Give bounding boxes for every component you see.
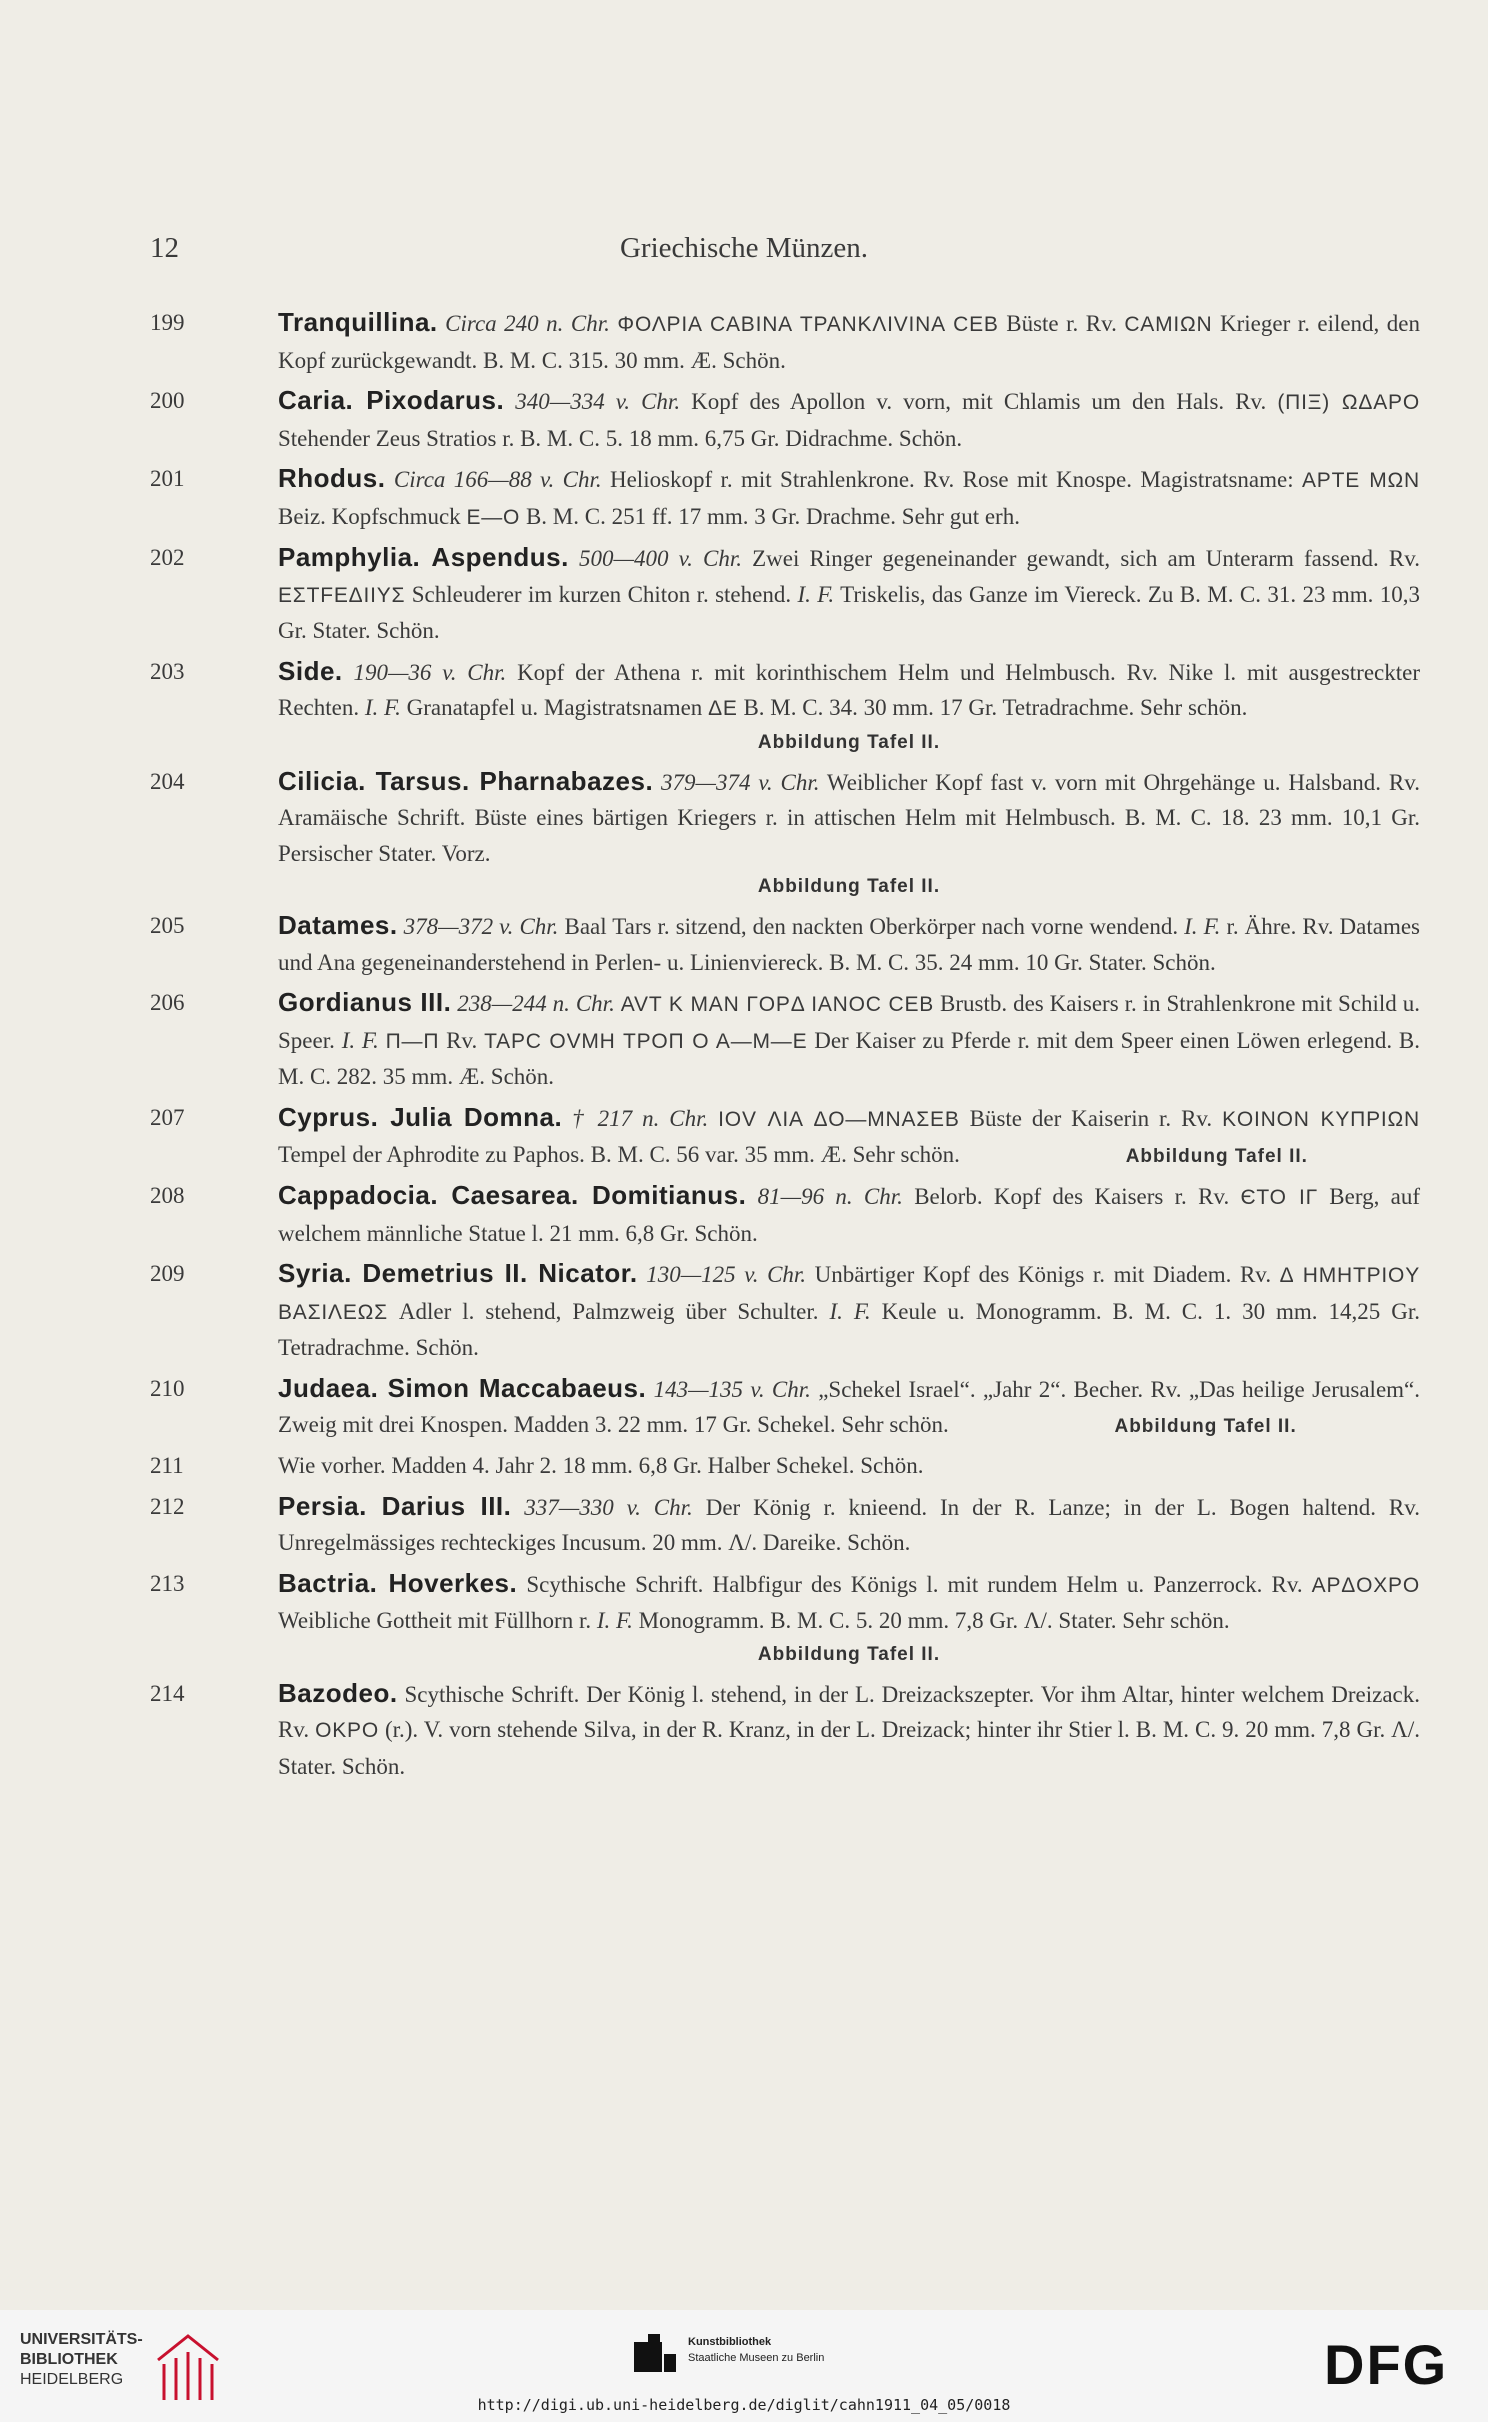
page-number: 12 (150, 232, 179, 264)
entry-date: 500—400 v. Chr. (579, 546, 742, 571)
entry-number: 200 (150, 388, 185, 413)
entry-text: Der Kaiser zu Pferde r. mit dem Speer einen Löwen erlegend. B. M. C. 282. 35 mm. Æ. Schön. (278, 1027, 1420, 1089)
entry-text: Adler l. stehend, Palmzweig über Schulter. (387, 1298, 830, 1324)
catalog-entry (150, 540, 1420, 649)
entry-text: r. Ähre. Rv. Datames und Ana gegeneinanderstehend in Perlen- u. Linienviereck. B. M. C. 35. 24 mm. 10 Gr. Stater. Schön. (278, 914, 1420, 975)
entry-heading: Side. (278, 655, 343, 686)
plate-reference: Abbildung Tafel II. (757, 1643, 941, 1665)
entry-number: 214 (150, 1680, 185, 1706)
entry-heading: Cilicia. Tarsus. Pharnabazes. (278, 765, 654, 796)
coin-legend: (ΠΙΞ) ΩΔΑΡΟ (1277, 391, 1421, 414)
entry-heading: Persia. Darius III. (278, 1490, 512, 1521)
entry-text: Belorb. Kopf des Kaisers r. Rv. (902, 1184, 1241, 1209)
entry-heading: Judaea. Simon Maccabaeus. (278, 1372, 647, 1403)
kunstbibliothek-emblem-icon (634, 2334, 678, 2374)
plate-reference: Abbildung Tafel II. (1125, 1146, 1308, 1167)
kunstbibliothek-name: Kunstbibliothek Staatliche Museen zu Berlin (688, 2336, 825, 2364)
entry-number: 212 (150, 1493, 185, 1519)
library-emblem-icon (148, 2330, 230, 2402)
entry-text: Unbärtiger Kopf des Königs r. mit Diadem. Rv. (806, 1262, 1280, 1287)
entry-text: Zwei Ringer gegeneinander gewandt, sich am Unterarm fassend. Rv. (741, 546, 1420, 571)
entry-heading: Bactria. Hoverkes. (278, 1567, 518, 1598)
coin-legend: OKPO (315, 1719, 379, 1742)
entry-heading: Tranquillina. (278, 307, 438, 337)
coin-legend: AVT K MAN ΓOPΔ IANOC CEB (620, 993, 935, 1016)
entry-heading: Pamphylia. Aspendus. (278, 542, 569, 572)
catalog-entry (150, 1100, 1420, 1174)
entry-text: Scythische Schrift. Halbfigur des Königs l. mit rundem Helm u. Panzerrock. Rv. (517, 1571, 1312, 1597)
coin-legend: EΣTFEΔIIYΣ (278, 583, 406, 607)
entry-heading: Gordianus III. (278, 987, 452, 1017)
entry-date: 81—96 n. Chr. (757, 1184, 903, 1209)
entry-text: Helioskopf r. mit Strahlenkrone. Rv. Rose mit Knospe. Magistratsname: (601, 467, 1302, 492)
catalog-entry (150, 1371, 1420, 1444)
entry-number: 199 (150, 310, 185, 335)
entry-text: Der König r. knieend. In der R. Lanze; in der L. Bogen haltend. Rv. Unregelmässiges rechteckiges Incusum. 20 mm. Λ/. Dareike. Schön. (278, 1494, 1420, 1555)
coin-legend: ΦΟΛΡΙΑ CABINA TPANKΛIVINA CEB (617, 313, 999, 336)
coin-legend: ЄTO IΓ (1240, 1186, 1318, 1209)
kunstbibliothek-logo[interactable] (634, 2334, 825, 2378)
entry-text: Brustb. des Kaisers r. in Strahlenkrone mit Schild u. Speer. (278, 991, 1420, 1053)
entry-date: 379—374 v. Chr. (661, 769, 820, 795)
entry-date: 378—372 v. Chr. (403, 914, 559, 939)
entry-text: Weibliche Gottheit mit Füllhorn r. (278, 1608, 597, 1633)
entry-date: Circa 240 n. Chr. (445, 311, 610, 336)
entry-date: 130—125 v. Chr. (646, 1262, 807, 1287)
entry-number: 207 (150, 1104, 185, 1130)
digitization-footer (0, 2310, 1488, 2422)
catalog-entry (150, 1256, 1420, 1366)
catalog-entry (150, 908, 1420, 980)
entry-date: 143—135 v. Chr. (653, 1376, 811, 1402)
entry-date: 340—334 v. Chr. (515, 389, 681, 414)
catalog-entry (150, 461, 1420, 535)
entry-text: Stehender Zeus Stratios r. B. M. C. 5. 18 mm. 6,75 Gr. Didrachme. Schön. (278, 425, 963, 451)
entry-number: 205 (150, 913, 185, 938)
running-title: Griechische Münzen. (619, 232, 868, 264)
entry-text: Tempel der Aphrodite zu Paphos. B. M. C. 56 var. 35 mm. Æ. Sehr schön. (278, 1142, 960, 1167)
catalog-entry (150, 985, 1420, 1095)
field-marker: I. F. (596, 1608, 633, 1633)
entry-number: 213 (150, 1570, 185, 1596)
dfg-wordmark: DFG (1324, 2333, 1449, 2396)
field-marker: I. F. (829, 1298, 871, 1324)
entry-number: 204 (150, 768, 185, 794)
coin-legend: Δ HMHTPIOY BAΣIΛEΩΣ (278, 1264, 1420, 1324)
entry-heading: Datames. (278, 910, 398, 940)
entry-number: 202 (150, 545, 185, 570)
entry-text: (r.). V. vorn stehende Silva, in der R. Kranz, in der L. Dreizack; hinter ihr Stier l. B. M. C. 9. 20 mm. 7,8 Gr. Λ/. Stater. Schön. (278, 1717, 1420, 1779)
plate-reference: Abbildung Tafel II. (757, 731, 941, 753)
entry-number: 206 (150, 990, 185, 1015)
field-marker: I. F. (797, 581, 835, 607)
entry-text: Weiblicher Kopf fast v. vorn mit Ohrgehänge u. Halsband. Rv. Aramäische Schrift. Büste eines bärtigen Kriegers r. in attischen Helm mit Helmbusch. B. M. C. 18. 23 mm. 10,1 Gr. Persischer Stater. Vorz. (278, 769, 1420, 866)
entry-text: Rv. (439, 1027, 485, 1053)
entry-number: 208 (150, 1183, 185, 1208)
entry-text: Monogramm. B. M. C. 5. 20 mm. 7,8 Gr. Λ/. Stater. Sehr schön. (632, 1608, 1230, 1633)
entry-number: 211 (150, 1453, 184, 1478)
entry-text: Granatapfel u. Magistratsnamen (400, 695, 709, 720)
entry-number: 201 (150, 466, 185, 491)
entry-text: Berg, auf welchem männliche Statue l. 21 mm. 6,8 Gr. Schön. (278, 1184, 1420, 1246)
entry-date: 190—36 v. Chr. (353, 659, 507, 685)
entry-text: Kopf der Athena r. mit korinthischem Helm und Helmbusch. Rv. Nike l. mit ausgestreckter Rechten. (278, 659, 1420, 720)
entry-number: 209 (150, 1261, 185, 1286)
entry-heading: Cappadocia. Caesarea. Domitianus. (278, 1180, 747, 1210)
entry-date: 238—244 n. Chr. (457, 991, 615, 1016)
entry-heading: Caria. Pixodarus. (278, 385, 505, 415)
entry-heading: Rhodus. (278, 463, 386, 493)
coin-legend: Π—Π (385, 1029, 440, 1053)
entry-text: Scythische Schrift. Der König l. stehend, in der L. Dreizackszepter. Vor ihm Altar, hinter welchem Dreizack. Rv. (278, 1681, 1420, 1742)
field-marker: I. F. (1184, 914, 1221, 939)
coin-legend: APTE MΩN (1301, 469, 1421, 492)
entry-date: 337—330 v. Chr. (524, 1494, 693, 1520)
catalog-entry (150, 1448, 1420, 1484)
entry-text: Baal Tars r. sitzend, den nackten Oberkörper nach vorne wendend. (558, 914, 1185, 939)
dfg-logo[interactable] (1324, 2332, 1448, 2397)
entry-text: Keule u. Monogramm. B. M. C. 1. 30 mm. 14,25 Gr. Tetradrachme. Schön. (278, 1298, 1420, 1360)
entry-text: Beiz. Kopfschmuck (278, 503, 467, 529)
entry-text: Krieger r. eilend, den Kopf zurückgewandt. B. M. C. 315. 30 mm. Æ. Schön. (278, 311, 1421, 373)
coin-legend: KOINON KYΠPIΩN (1222, 1107, 1421, 1131)
coin-legend: ΔE (708, 697, 738, 720)
entry-text: Büste der Kaiserin r. Rv. (959, 1105, 1223, 1131)
entry-date: † 217 n. Chr. (572, 1105, 709, 1131)
catalog-entry (150, 1178, 1420, 1251)
entry-text: Büste r. Rv. (998, 311, 1125, 336)
coin-legend: IOV ΛIA ΔO—MNAΣEB (718, 1107, 960, 1131)
coin-legend: E—O (466, 505, 521, 529)
entry-text: B. M. C. 251 ff. 17 mm. 3 Gr. Drachme. Sehr gut erh. (520, 503, 1020, 529)
catalog-entry (150, 764, 1420, 904)
entry-text: Wie vorher. Madden 4. Jahr 2. 18 mm. 6,8 Gr. Halber Schekel. Schön. (278, 1453, 924, 1478)
catalog-entry (150, 654, 1420, 759)
entry-text: „Schekel Israel“. „Jahr 2“. Becher. Rv. „Das heilige Jerusalem“. Zweig mit drei Knospen. Madden 3. 22 mm. 17 Gr. Schekel. Sehr schön. (278, 1376, 1421, 1437)
entry-text: Triskelis, das Ganze im Viereck. Zu B. M. C. 31. 23 mm. 10,3 Gr. Stater. Schön. (278, 581, 1421, 643)
entry-text: B. M. C. 34. 30 mm. 17 Gr. Tetradrachme. Sehr schön. (737, 695, 1248, 720)
entry-heading: Bazodeo. (278, 1677, 398, 1708)
entry-heading: Syria. Demetrius II. Nicator. (278, 1258, 638, 1288)
field-marker: I. F. (364, 695, 401, 720)
field-marker: I. F. (341, 1027, 379, 1053)
plate-reference: Abbildung Tafel II. (1114, 1416, 1297, 1437)
coin-legend: APΔOXPO (1311, 1573, 1420, 1597)
catalog-entry (150, 1676, 1420, 1785)
catalog-entry (150, 1566, 1420, 1671)
catalog-entries (150, 305, 1420, 1789)
catalog-entry (150, 383, 1420, 456)
entry-text: Kopf des Apollon v. vorn, mit Chlamis um den Hals. Rv. (680, 389, 1278, 414)
catalog-entry (150, 1489, 1420, 1561)
coin-legend: TAPC OVMH TPOΠ O A—M—E (484, 1029, 808, 1053)
entry-text: Schleuderer im kurzen Chiton r. stehend. (405, 581, 798, 607)
library-name: UNIVERSITÄTS- BIBLIOTHEK HEIDELBERG (20, 2331, 143, 2388)
plate-reference: Abbildung Tafel II. (757, 876, 941, 897)
entry-number: 210 (150, 1375, 185, 1401)
catalog-entry (150, 305, 1420, 378)
entry-date: Circa 166—88 v. Chr. (393, 467, 602, 492)
entry-number: 203 (150, 658, 185, 684)
entry-heading: Cyprus. Julia Domna. (278, 1101, 563, 1132)
coin-legend: CAMIΩN (1124, 313, 1213, 336)
permalink-url[interactable]: http://digi.ub.uni-heidelberg.de/diglit/cahn1911_04_05/0018 (477, 2396, 1011, 2414)
